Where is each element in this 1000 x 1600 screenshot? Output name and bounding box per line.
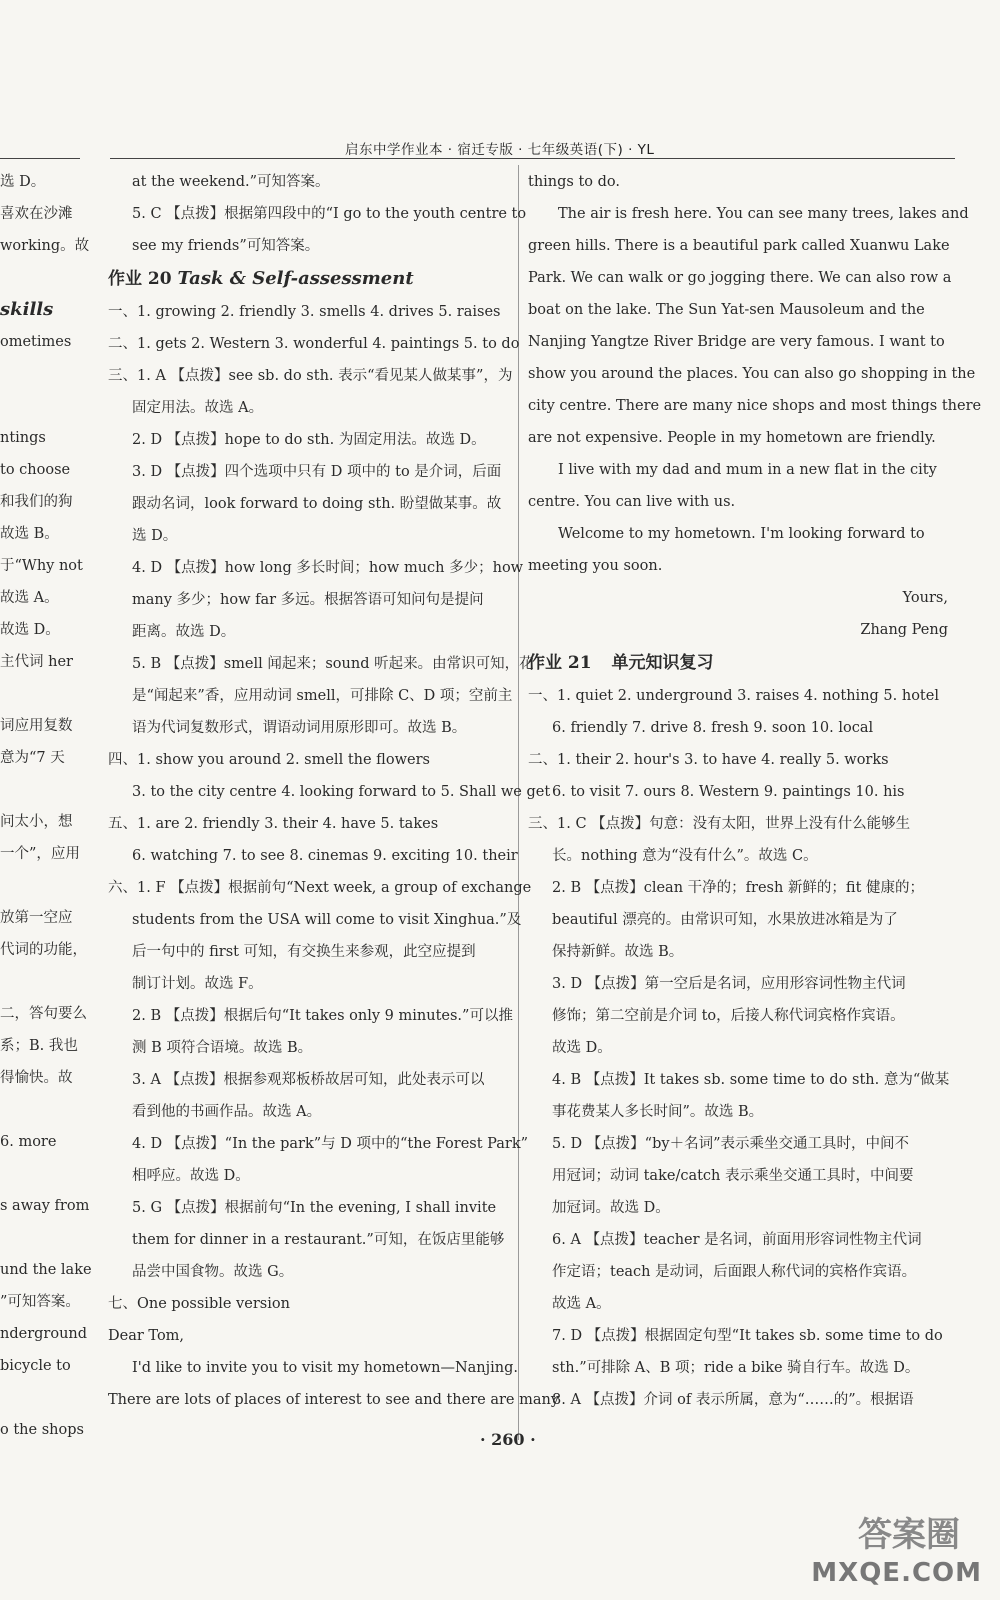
text-line: 作定语；teach 是动词，后面跟人称代词的宾格作宾语。 [552, 1264, 917, 1280]
text-line: 修饰；第二空前是介词 to，后接人称代词宾格作宾语。 [552, 1008, 905, 1024]
text-line: 5. C 【点拨】根据第四段中的“I go to the youth centre to [132, 206, 527, 222]
text-line: 一个”，应用 [0, 846, 80, 862]
text-line: 三、1. A 【点拨】see sb. do sth. 表示“看见某人做某事”，为 [108, 368, 513, 384]
text-line: to choose [0, 462, 71, 478]
text-line [0, 1158, 84, 1190]
text-line: 问太小，想 [0, 814, 73, 830]
text-line: 2. B 【点拨】根据后句“It takes only 9 minutes.”可以推 [132, 1008, 513, 1024]
page-header: 启东中学作业本 · 宿迁专版 · 七年级英语(下) · YL [345, 142, 655, 158]
text-line: 6. watching 7. to see 8. cinemas 9. exciting 10. their [132, 848, 518, 864]
text-line: 故选 D。 [552, 1040, 612, 1056]
page-number: · 260 · [480, 1430, 536, 1449]
text-line: 三、1. C 【点拨】句意：没有太阳，世界上没有什么能够生 [528, 816, 911, 832]
text-line: 8. A 【点拨】介词 of 表示所属，意为“……的”。根据语 [552, 1392, 914, 1408]
text-line: 系；B. 我也 [0, 1038, 78, 1054]
text-line: 故选 B。 [0, 526, 59, 542]
text-line [0, 1094, 84, 1126]
text-line: 7. D 【点拨】根据固定句型“It takes sb. some time to do [552, 1328, 943, 1344]
text-line: I live with my dad and mum in a new flat in the city [558, 462, 937, 478]
text-line: 词应用复数 [0, 718, 73, 734]
text-line: Dear Tom, [108, 1328, 185, 1344]
section-heading-21 [528, 646, 956, 680]
heading-title: Task & Self-assessment [177, 268, 414, 289]
text-line: und the lake [0, 1262, 92, 1278]
text-line: show you around the places. You can also go shopping in the [528, 366, 976, 382]
text-line: them for dinner in a restaurant.”可知，在饭店里能够 [132, 1232, 505, 1248]
text-line: 四、1. show you around 2. smell the flowers [108, 752, 430, 768]
text-line: 2. B 【点拨】clean 干净的；fresh 新鲜的；fit 健康的； [552, 880, 925, 896]
text-line: o the shops [0, 1422, 84, 1438]
text-line: 看到他的书画作品。故选 A。 [132, 1104, 322, 1120]
text-line [0, 774, 84, 806]
text-line: 3. to the city centre 4. looking forward to 5. Shall we get [132, 784, 551, 800]
text-line: nderground [0, 1326, 88, 1342]
text-line: 得愉快。故 [0, 1070, 73, 1086]
text-line: Zhang Peng [860, 622, 948, 638]
text-line: skills [0, 299, 54, 320]
text-line [0, 1222, 84, 1254]
text-line: 七、One possible version [108, 1296, 290, 1312]
text-line: centre. You can live with us. [528, 494, 736, 510]
text-line: 代词的功能， [0, 942, 87, 958]
text-line: 保持新鲜。故选 B。 [552, 944, 684, 960]
text-line: 5. G 【点拨】根据前句“In the evening, I shall invite [132, 1200, 497, 1216]
text-line: many 多少；how far 多远。根据答语可知问句是提问 [132, 592, 484, 608]
text-line [0, 262, 84, 294]
text-line [0, 358, 84, 390]
text-line: 和我们的狗 [0, 494, 73, 510]
text-line: 选 D。 [132, 528, 178, 544]
text-line: 是“闻起来”香，应用动词 smell，可排除 C、D 项；空前主 [132, 688, 513, 704]
text-line: 距离。故选 D。 [132, 624, 236, 640]
text-line: green hills. There is a beautiful park called Xuanwu Lake [528, 238, 950, 254]
text-line: 测 B 项符合语境。故选 B。 [132, 1040, 313, 1056]
text-line: 3. D 【点拨】第一空后是名词，应用形容词性物主代词 [552, 976, 906, 992]
text-line: bicycle to [0, 1358, 71, 1374]
text-line: ntings [0, 430, 46, 446]
right-column [528, 166, 982, 1416]
left-column-fragment [0, 166, 92, 1446]
heading-prefix: 作业 20 [108, 269, 172, 289]
text-line: boat on the lake. The Sun Yat-sen Mausoleum and the [528, 302, 925, 318]
text-line: I'd like to invite you to visit my hometown—Nanjing. [132, 1360, 519, 1376]
text-line: 事花费某人多长时间”。故选 B。 [552, 1104, 764, 1120]
text-line: students from the USA will come to visit Xinghua.”及 [132, 912, 522, 928]
text-line: 5. B 【点拨】smell 闻起来；sound 听起来。由常识可知，花 [132, 656, 534, 672]
text-line: 5. D 【点拨】“by＋名词”表示乘坐交通工具时，中间不 [552, 1136, 909, 1152]
watermark-cn: 答案圈 [858, 1515, 960, 1555]
text-line: meeting you soon. [528, 558, 663, 574]
text-line: see my friends”可知答案。 [132, 238, 320, 254]
text-line: 6. to visit 7. ours 8. Western 9. paintings 10. his [552, 784, 905, 800]
header-rule-left [0, 158, 80, 159]
text-line: s away from [0, 1198, 90, 1214]
text-line: Welcome to my hometown. I'm looking forward to [558, 526, 925, 542]
text-line: 喜欢在沙滩 [0, 206, 73, 222]
text-line: 意为“7 天 [0, 750, 65, 766]
text-line: working。故 [0, 238, 90, 254]
text-line [0, 678, 84, 710]
watermark-en: MXQE.COM [811, 1558, 982, 1588]
text-line: 六、1. F 【点拨】根据前句“Next week, a group of exchange [108, 880, 532, 896]
text-line: 3. D 【点拨】四个选项中只有 D 项中的 to 是介词，后面 [132, 464, 502, 480]
text-line: 4. D 【点拨】“In the park”与 D 项中的“the Forest Park” [132, 1136, 529, 1152]
text-line: Nanjing Yangtze River Bridge are very famous. I want to [528, 334, 945, 350]
text-line: 4. D 【点拨】how long 多长时间；how much 多少；how [132, 560, 524, 576]
text-line: 于“Why not [0, 558, 83, 574]
text-line: ”可知答案。 [0, 1294, 80, 1310]
text-line: ometimes [0, 334, 72, 350]
text-line: 主代词 her [0, 654, 73, 670]
text-line: city centre. There are many nice shops and most things there [528, 398, 982, 414]
text-line: The air is fresh here. You can see many trees, lakes and [558, 206, 969, 222]
text-line: 4. B 【点拨】It takes sb. some time to do sth. 意为“做某 [552, 1072, 950, 1088]
text-line: 跟动名词，look forward to doing sth. 盼望做某事。故 [132, 496, 502, 512]
header-rule [110, 158, 955, 159]
text-line: 语为代词复数形式，谓语动词用原形即可。故选 B。 [132, 720, 467, 736]
text-line: 二、1. gets 2. Western 3. wonderful 4. paintings 5. to do [108, 336, 520, 352]
text-line: 后一句中的 first 可知，有交换生来参观，此空应提到 [132, 944, 476, 960]
text-line: Park. We can walk or go jogging there. We can also row a [528, 270, 952, 286]
text-line: 故选 A。 [0, 590, 59, 606]
text-line: 一、1. growing 2. friendly 3. smells 4. drives 5. raises [108, 304, 501, 320]
text-line: at the weekend.”可知答案。 [132, 174, 330, 190]
text-line: beautiful 漂亮的。由常识可知，水果放进冰箱是为了 [552, 912, 898, 928]
text-line: 放第一空应 [0, 910, 73, 926]
text-line: Yours, [902, 590, 948, 606]
text-line: 制订计划。故选 F。 [132, 976, 263, 992]
text-line: 6. A 【点拨】teacher 是名词，前面用形容词性物主代词 [552, 1232, 922, 1248]
text-line: 五、1. are 2. friendly 3. their 4. have 5. takes [108, 816, 439, 832]
text-line: 故选 A。 [552, 1296, 611, 1312]
text-line: 二、1. their 2. hour's 3. to have 4. really 5. works [528, 752, 889, 768]
text-line [0, 1382, 84, 1414]
text-line: 6. more [0, 1134, 57, 1150]
text-line [0, 966, 84, 998]
text-line [0, 870, 84, 902]
text-line: 一、1. quiet 2. underground 3. raises 4. nothing 5. hotel [528, 688, 939, 704]
text-line: 故选 D。 [0, 622, 60, 638]
text-line: 长。nothing 意为“没有什么”。故选 C。 [552, 848, 818, 864]
text-line: 二，答句要么 [0, 1006, 87, 1022]
heading-prefix: 作业 21 [528, 653, 592, 673]
text-line: 固定用法。故选 A。 [132, 400, 264, 416]
text-line [0, 390, 84, 422]
section-heading-20 [108, 262, 510, 296]
text-line: 加冠词。故选 D。 [552, 1200, 670, 1216]
text-line: 6. friendly 7. drive 8. fresh 9. soon 10. local [552, 720, 874, 736]
text-line: sth.”可排除 A、B 项；ride a bike 骑自行车。故选 D。 [552, 1360, 920, 1376]
heading-title: 单元知识复习 [611, 653, 714, 673]
text-line: are not expensive. People in my hometown are friendly. [528, 430, 936, 446]
text-line: 2. D 【点拨】hope to do sth. 为固定用法。故选 D。 [132, 432, 486, 448]
text-line: 选 D。 [0, 174, 46, 190]
text-line: things to do. [528, 174, 621, 190]
text-line: There are lots of places of interest to see and there are many [108, 1392, 560, 1408]
text-line: 品尝中国食物。故选 G。 [132, 1264, 294, 1280]
text-line: 用冠词；动词 take/catch 表示乘坐交通工具时，中间要 [552, 1168, 914, 1184]
text-line: 相呼应。故选 D。 [132, 1168, 250, 1184]
text-line: 3. A 【点拨】根据参观郑板桥故居可知，此处表示可以 [132, 1072, 485, 1088]
